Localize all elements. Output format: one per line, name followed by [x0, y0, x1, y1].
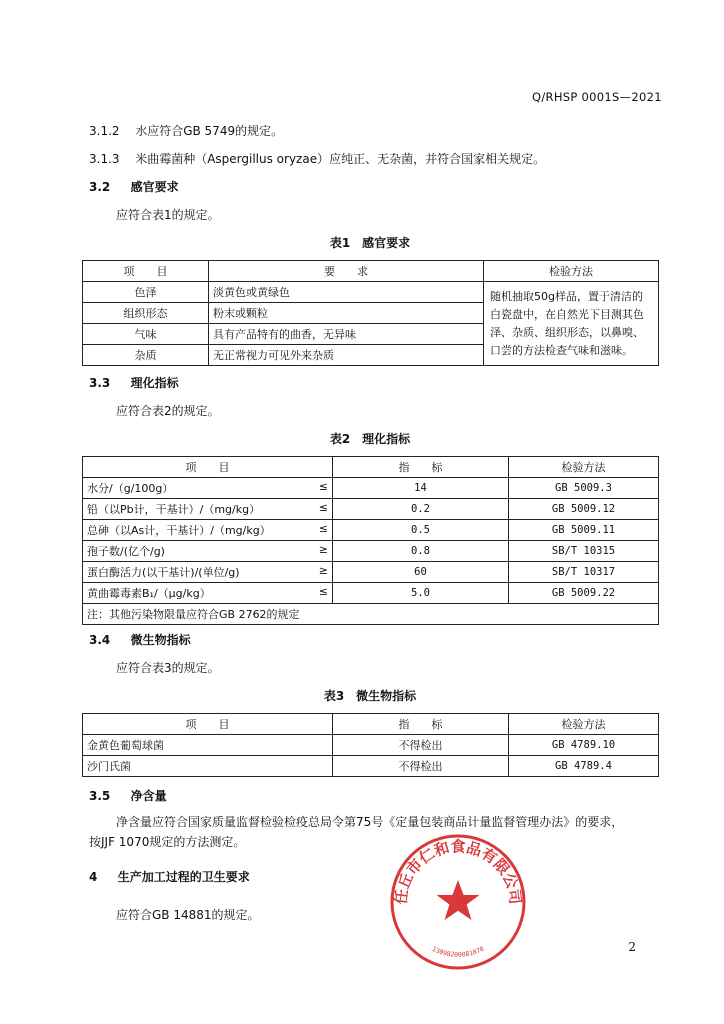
table-cell: 具有产品特有的曲香，无异味 — [209, 324, 484, 345]
table-cell: 沙门氏菌 — [83, 756, 333, 777]
comparison-symbol: ≥ — [318, 564, 328, 577]
section-number: 3.2 — [89, 180, 111, 194]
clause-number: 3.1.2 — [89, 124, 120, 138]
table-cell: 色泽 — [83, 282, 209, 303]
section-3-3-body: 应符合表2的规定。 — [116, 404, 220, 418]
table-cell — [83, 478, 333, 499]
clause-number: 3.1.3 — [89, 152, 120, 166]
table-header-row — [83, 714, 659, 735]
comparison-symbol: ≤ — [318, 501, 328, 514]
item-name: 总砷（以As计，干基计）/（mg/kg） — [87, 524, 271, 537]
table-cell: 气味 — [83, 324, 209, 345]
page-number: 2 — [628, 940, 636, 954]
table-cell: 淡黄色或黄绿色 — [209, 282, 484, 303]
company-seal — [388, 832, 528, 972]
table-cell: 金黄色葡萄球菌 — [83, 735, 333, 756]
table-row — [83, 282, 659, 303]
column-header: 项 目 — [83, 457, 333, 478]
table-cell: 杂质 — [83, 345, 209, 366]
column-header: 项 目 — [83, 261, 209, 282]
table1-caption-wrap — [82, 234, 658, 251]
item-name: 铅（以Pb计，干基计）/（mg/kg） — [87, 503, 261, 516]
table-cell: 0.2 — [333, 499, 509, 520]
table-header-row — [83, 261, 659, 282]
column-header: 检验方法 — [484, 261, 659, 282]
column-header: 要 求 — [209, 261, 484, 282]
table-row — [83, 541, 659, 562]
table-cell — [83, 583, 333, 604]
comparison-symbol: ≤ — [318, 522, 328, 535]
section-4-heading — [89, 868, 250, 885]
column-header: 指 标 — [333, 714, 509, 735]
clause-3-1-2 — [89, 122, 283, 139]
table-cell: 不得检出 — [333, 756, 509, 777]
seal-star-icon — [437, 880, 480, 920]
section-3-3-heading — [89, 374, 179, 391]
seal-company-name-path: 任丘市仁和食品有限公司 — [391, 837, 525, 906]
section-title: 理化指标 — [130, 376, 179, 390]
table-cell: GB 5009.12 — [509, 499, 659, 520]
comparison-symbol: ≤ — [318, 585, 328, 598]
table3-caption: 表3 微生物指标 — [323, 689, 417, 703]
table-cell — [83, 520, 333, 541]
table-cell: 0.8 — [333, 541, 509, 562]
section-3-4-heading — [89, 631, 191, 648]
table-row — [83, 756, 659, 777]
table-cell: 无正常视力可见外来杂质 — [209, 345, 484, 366]
table-cell: 粉末或颗粒 — [209, 303, 484, 324]
seal-code-path: 13098200081070 — [430, 944, 486, 959]
clause-3-1-3 — [89, 150, 545, 167]
table-cell: 5.0 — [333, 583, 509, 604]
section-4-body: 应符合GB 14881的规定。 — [116, 908, 260, 922]
table-row — [83, 735, 659, 756]
table-cell: 不得检出 — [333, 735, 509, 756]
comparison-symbol: ≥ — [318, 543, 328, 556]
document-id: Q/RHSP 0001S—2021 — [532, 90, 662, 104]
section-number: 3.5 — [89, 789, 111, 803]
table-cell — [83, 562, 333, 583]
table-row — [83, 583, 659, 604]
section-3-5-body-line2: 按JJF 1070规定的方法测定。 — [89, 835, 246, 849]
item-name: 黄曲霉毒素B₁/（μg/kg） — [87, 587, 211, 600]
seal-code — [431, 945, 486, 959]
table-cell — [83, 541, 333, 562]
table-cell: GB 5009.22 — [509, 583, 659, 604]
table-cell: 60 — [333, 562, 509, 583]
comparison-symbol: ≤ — [318, 480, 328, 493]
section-title: 净含量 — [130, 789, 167, 803]
item-name: 蛋白酶活力(以干基计)/(单位/g) — [87, 566, 240, 579]
section-number: 3.3 — [89, 376, 111, 390]
section-title: 生产加工过程的卫生要求 — [117, 870, 250, 884]
item-name: 孢子数/(亿个/g) — [87, 545, 165, 558]
table1-sensory — [82, 260, 659, 366]
section-number: 4 — [89, 870, 98, 884]
section-title: 微生物指标 — [130, 633, 191, 647]
table-cell: GB 5009.11 — [509, 520, 659, 541]
column-header: 项 目 — [83, 714, 333, 735]
table2-physicochemical — [82, 456, 659, 625]
table2-caption: 表2 理化指标 — [329, 432, 411, 446]
column-header: 检验方法 — [509, 457, 659, 478]
section-3-4-body: 应符合表3的规定。 — [116, 661, 220, 675]
clause-text: 米曲霉菌种（Aspergillus oryzae）应纯正、无杂菌，并符合国家相关规定。 — [135, 152, 546, 166]
table-row — [83, 562, 659, 583]
table1-caption: 表1 感官要求 — [329, 236, 411, 250]
table-cell: SB/T 10315 — [509, 541, 659, 562]
table2-note: 注：其他污染物限量应符合GB 2762的规定 — [83, 604, 659, 625]
table-row — [83, 478, 659, 499]
section-3-2-body: 应符合表1的规定。 — [116, 208, 220, 222]
table-cell: GB 4789.10 — [509, 735, 659, 756]
table3-caption-wrap — [82, 687, 658, 704]
table-cell: GB 5009.3 — [509, 478, 659, 499]
table-cell: 0.5 — [333, 520, 509, 541]
column-header: 指 标 — [333, 457, 509, 478]
table-header-row — [83, 457, 659, 478]
table-cell: GB 4789.4 — [509, 756, 659, 777]
section-3-5-body-line1: 净含量应符合国家质量监督检验检疫总局令第75号《定量包装商品计量监督管理办法》的要求， — [116, 815, 624, 829]
table-row — [83, 520, 659, 541]
table3-microbial — [82, 713, 659, 777]
table-cell: 14 — [333, 478, 509, 499]
item-name: 水分/（g/100g） — [87, 482, 174, 495]
table2-caption-wrap — [82, 430, 658, 447]
table1-method-cell: 随机抽取50g样品，置于清洁的白瓷盘中，在自然光下目测其色泽、杂质、组织形态，以鼻嗅、口尝的方法检查气味和滋味。 — [484, 282, 659, 366]
column-header: 检验方法 — [509, 714, 659, 735]
section-title: 感官要求 — [130, 180, 179, 194]
table-cell: SB/T 10317 — [509, 562, 659, 583]
table-cell: 组织形态 — [83, 303, 209, 324]
section-number: 3.4 — [89, 633, 111, 647]
section-3-5-heading — [89, 787, 167, 804]
section-3-2-heading — [89, 178, 179, 195]
table-note-row — [83, 604, 659, 625]
clause-text: 水应符合GB 5749的规定。 — [135, 124, 284, 138]
table-cell — [83, 499, 333, 520]
table-row — [83, 499, 659, 520]
